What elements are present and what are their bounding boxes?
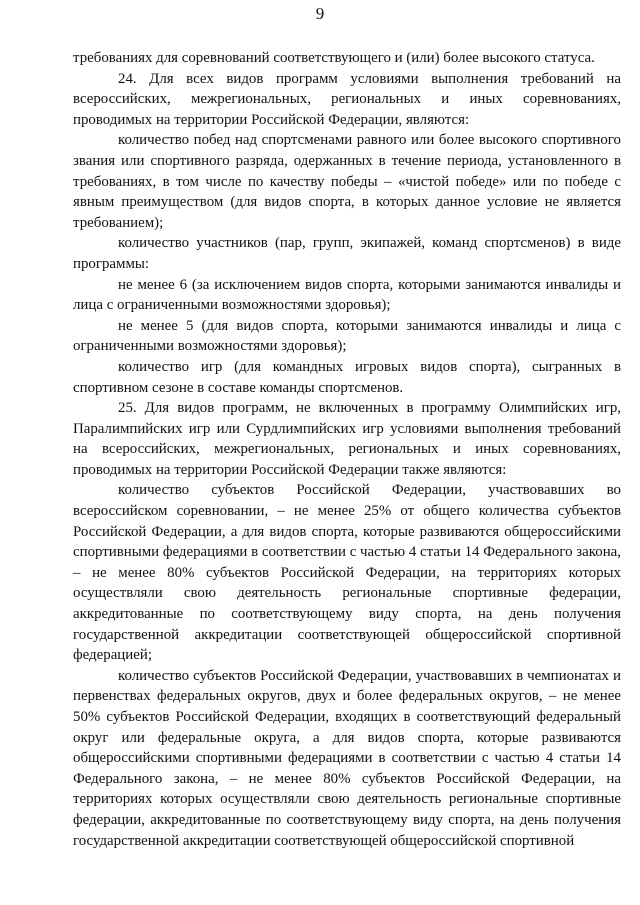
paragraph-item-25: 25. Для видов программ, не включенных в программу Олимпийских игр, Паралимпийских игр или Сурдлимпийских игр условиями выполнения требований на всероссийских, межрегиональных, региональных и иных соревнованиях, проводимых на территории Российской Федерации также являются: — [73, 400, 621, 478]
paragraph-min-6: не менее 6 (за исключением видов спорта, которыми занимаются инвалиды и лица с ограниченными возможностями здоровья); — [73, 276, 621, 314]
page-number: 9 — [315, 4, 325, 23]
document-body — [73, 48, 621, 851]
paragraph-victories-count: количество побед над спортсменами равного или более высокого спортивного звания или спортивного разряда, одержанных в течение периода, установленного в требованиях, в том числе по качеству победы – «чистой победе» или по победе с явным преимуществом (для видов спорта, в которых данное условие не является требованием); — [73, 132, 621, 231]
paragraph-participants-count: количество участников (пар, групп, экипажей, команд спортсменов) в виде программы: — [73, 235, 621, 272]
paragraph-games-count: количество игр (для командных игровых видов спорта), сыгранных в спортивном сезоне в составе команды спортсменов. — [73, 358, 621, 396]
paragraph-continuation: требованиях для соревнований соответствующего и (или) более высокого статуса. — [73, 50, 595, 66]
paragraph-item-24: 24. Для всех видов программ условиями выполнения требований на всероссийских, межрегиональных, региональных и иных соревнованиях, проводимых на территории Российской Федерации, являются: — [73, 70, 621, 128]
paragraph-subjects-federal-districts: количество субъектов Российской Федерации, участвовавших в чемпионатах и первенствах федеральных округов, двух и более федеральных округов, – не менее 50% субъектов Российской Федерации, входящих в соответствующий федеральный округ или федеральные округа, а для видов спорта, которые развиваются общероссийскими спортивными федерациями в соответствии с частью 4 статьи 14 Федерального закона, – не менее 80% субъектов Российской Федерации, на территориях которых осуществляли свою деятельность региональные спортивные федерации, аккредитованные по соответствующему виду спорта, на день получения государственной аккредитации соответствующей общероссийской спортивной — [73, 667, 621, 849]
paragraph-subjects-all-russian: количество субъектов Российской Федерации, участвовавших во всероссийском соревновании, – не менее 25% от общего количества субъектов Российской Федерации, а для видов спорта, которые развиваются общероссийскими спортивными федерациями в соответствии с частью 4 статьи 14 Федерального закона, – не менее 80% субъектов Российской Федерации, на территориях которых осуществляли свою деятельность региональные спортивные федерации, аккредитованные по соответствующему виду спорта, на день получения государственной аккредитации соответствующей общероссийской спортивной федерацией; — [73, 482, 621, 664]
paragraph-min-5: не менее 5 (для видов спорта, которыми занимаются инвалиды и лица с ограниченными возможностями здоровья); — [73, 317, 621, 355]
